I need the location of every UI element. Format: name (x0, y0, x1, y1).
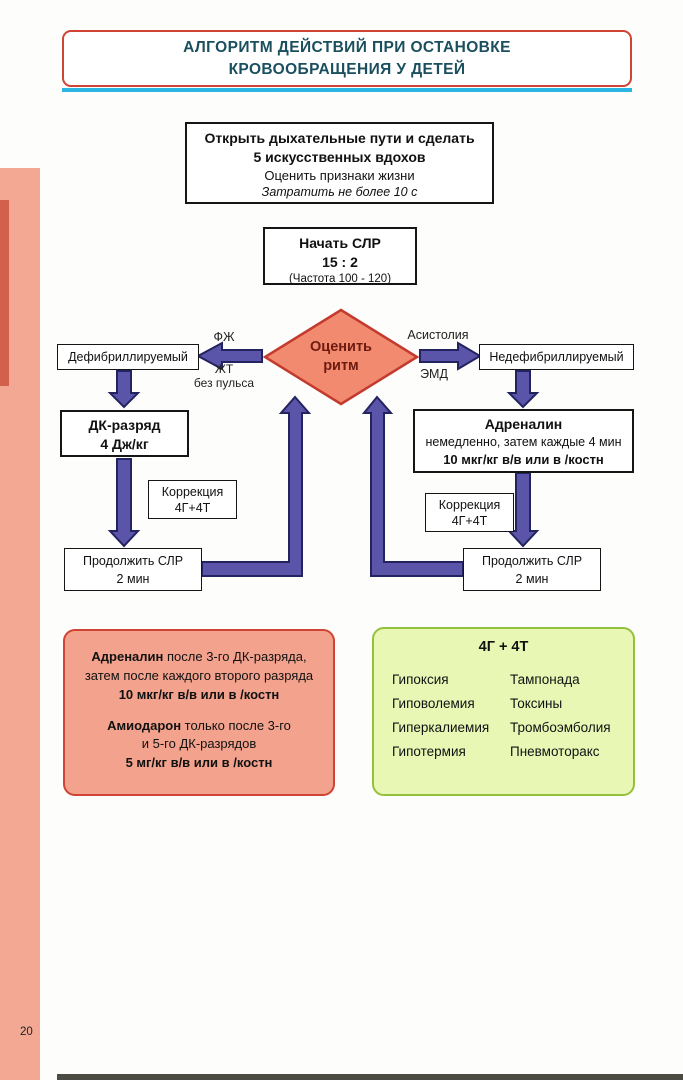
notes-adrenaline-line2: затем после каждого второго разряда (84, 667, 314, 683)
label-vf: ФЖ (213, 330, 235, 344)
notes-amiodarone-line1 (65, 717, 333, 736)
correction-left-line1: Коррекция (161, 485, 224, 499)
cause-tamponade: Тампонада (510, 672, 580, 687)
cause-hypoxia: Гипоксия (392, 672, 449, 687)
cause-toxins: Токсины (510, 696, 563, 711)
page-number: 20 (20, 1026, 33, 1038)
cpr-start-rate: (Частота 100 - 120) (288, 272, 392, 285)
cpr-right-line2: 2 мин (515, 571, 549, 586)
label-pea: ЭМД (420, 367, 448, 381)
cause-hypovolemia: Гиповолемия (392, 696, 475, 711)
arrow-to-nonshockable (420, 343, 480, 369)
airway-line2: 5 искусственных вдохов (253, 148, 426, 165)
airway-line3: Оценить признаки жизни (264, 167, 415, 183)
arrow-shockable-down (110, 371, 138, 407)
drug-notes-panel (63, 629, 335, 796)
adrenaline-line3: 10 мкг/кг в/в или в /костн (443, 451, 604, 467)
notes-amiodarone-dose: 5 мг/кг в/в или в /костн (125, 755, 273, 771)
airway-step-box (185, 122, 494, 204)
page-title-line2: КРОВООБРАЩЕНИЯ У ДЕТЕЙ (228, 60, 466, 78)
label-no-pulse: без пульса (193, 375, 255, 390)
notes-amiodarone-rest: только после 3-го (181, 717, 291, 733)
notes-adrenaline-rest: после 3-го ДК-разряда, (163, 649, 307, 664)
cpr-left-line1: Продолжить СЛР (82, 554, 184, 568)
arrow-shock-to-cpr (110, 459, 138, 546)
correction-right-line1: Коррекция (438, 498, 501, 512)
rhythm-line1: Оценить (310, 339, 372, 355)
shock-line1: ДК-разряд (88, 417, 161, 433)
shockable-box: Дефибриллируемый (57, 344, 199, 370)
defib-shock-box (60, 410, 189, 457)
reversible-causes-title: 4Г + 4Т (478, 639, 529, 655)
nonshockable-box: Недефибриллируемый (479, 344, 634, 370)
page-title-line1: АЛГОРИТМ ДЕЙСТВИЙ ПРИ ОСТАНОВКЕ (183, 38, 511, 56)
notes-amiodarone-line2: и 5-го ДК-разрядов (141, 736, 257, 752)
adrenaline-line1: Адреналин (484, 416, 563, 432)
continue-cpr-box-left (64, 548, 202, 591)
notes-adrenaline-dose: 10 мкг/кг в/в или в /костн (118, 686, 280, 702)
cpr-start-ratio: 15 : 2 (322, 253, 358, 270)
shock-line2: 4 Дж/кг (100, 435, 149, 452)
cpr-left-line2: 2 мин (116, 571, 150, 586)
cpr-right-line1: Продолжить СЛР (481, 554, 583, 568)
reversible-causes-list (374, 655, 633, 759)
rhythm-line2: ритм (323, 357, 359, 374)
label-vt: ЖТ (214, 362, 234, 376)
label-asystole: Асистолия (407, 328, 469, 342)
correction-box-right (425, 493, 514, 532)
arrow-nonshockable-down (509, 371, 537, 407)
continue-cpr-box-right (463, 548, 601, 591)
airway-line4: Затратить не более 10 с (261, 185, 418, 200)
cpr-start-line1: Начать СЛР (299, 235, 381, 251)
cpr-start-box (263, 227, 417, 285)
notes-adrenaline-line1 (65, 648, 333, 667)
adrenaline-box (413, 409, 634, 473)
page-bottom-edge (57, 1074, 683, 1080)
cause-thromboembolism: Тромбоэмболия (510, 720, 611, 735)
correction-box-left (148, 480, 237, 519)
cause-hypothermia: Гипотермия (392, 744, 466, 759)
notes-adrenaline-name: Адреналин (91, 649, 164, 664)
airway-line1: Открыть дыхательные пути и сделать (204, 130, 475, 146)
rhythm-diamond-label (296, 338, 386, 376)
notes-amiodarone-name: Амиодарон (107, 717, 182, 733)
correction-left-line2: 4Г+4Т (174, 501, 211, 516)
page-title (62, 30, 632, 87)
reversible-causes-panel (372, 627, 635, 796)
adrenaline-line2: немедленно, затем каждые 4 мин (425, 434, 622, 449)
cause-hyperkalemia: Гиперкалиемия (392, 720, 490, 735)
cause-pneumothorax: Пневмоторакс (510, 744, 600, 759)
notes-spacer (65, 705, 333, 717)
title-underline-rule (62, 88, 632, 92)
correction-right-line2: 4Г+4Т (451, 514, 488, 529)
